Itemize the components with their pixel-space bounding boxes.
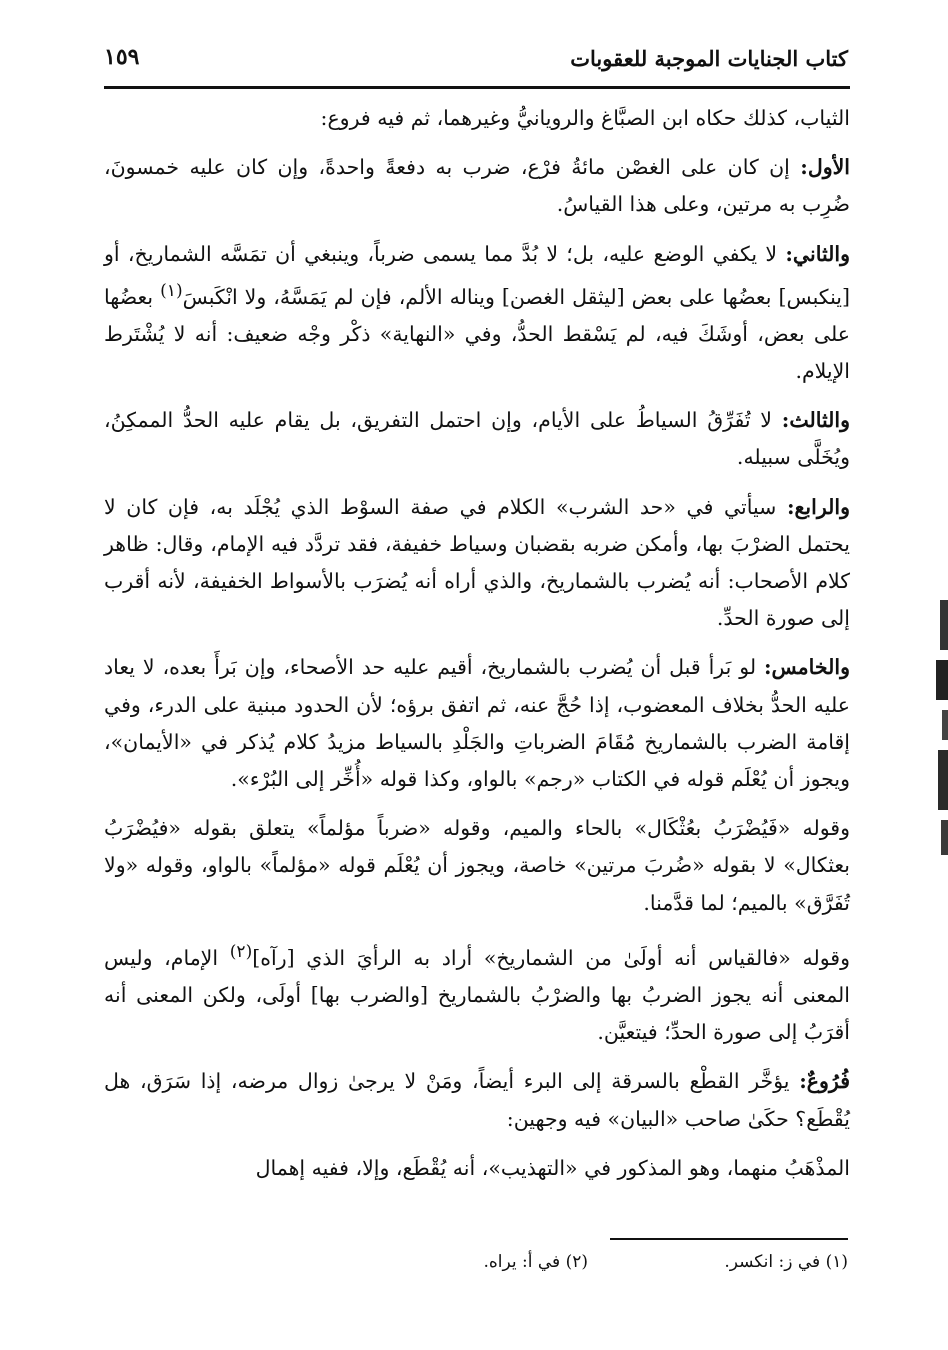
footnote-2: (٢) في أ: يراه. <box>483 1252 588 1272</box>
seventh-text: وقوله «فالقياس أنه أولَىٰ من الشماريخ» أراد به الرأيَ الذي [رآه] <box>252 945 850 970</box>
footnote-ref-1: (١) <box>160 280 183 301</box>
paragraph-branches <box>104 1063 850 1137</box>
sixth-text: وقوله «فَيُضْرَبُ بعُثْكَال» بالحاء والميم، وقوله «ضرباً مؤلماً» يتعلق بقوله «فيُضْرَبُ بعثكال» لا بقوله «ضُربَ مرتين» خاصة، ويجوز أن يُعْلَم قوله «مؤلماً» بالواو، وقوله «ولا تُفَرَّق» بالميم؛ لما قدَّمنا. <box>104 816 850 915</box>
header-rule <box>104 86 850 89</box>
second-text: لا يكفي الوضع عليه، بل؛ لا بُدَّ مما يسمى ضرباً، وينبغي أن تمَسَّه الشماريخ، أو [ينكبس] بعضُها على بعض [ليثقل الغصن] ويناله الألم، فإن لم يَمَسَّهُ، ولا انْكَبسَ <box>104 241 850 309</box>
fourth-text: سيأتي في «حد الشرب» الكلام في صفة السوْط الذي يُجْلَد به، فإن كان لا يحتمل الضرْبَ بها، وأمكن ضربه بقضبان وسياط خفيفة، فقد تردَّد فيه الإمام، وقال: ظاهر كلام الأصحاب: أنه يُضرب بالشماريخ، والذي أراه أنه يُضرَب بالأسواط الخفيفة، لأنه أقرب إلى صورة الحدِّ. <box>104 494 850 631</box>
footnote-1: (١) في ز: انكسر. <box>724 1252 848 1272</box>
paragraph-fourth <box>104 489 850 638</box>
seventh-text-cont: الإمام، وليس المعنى أنه يجوز الضربُ بها والضرْبُ بالشماريخ [والضرب بها] أولَى، ولكن المعنى أنه أقرَبُ إلى صورة الحدِّ؛ فيتعيَّن. <box>104 945 850 1045</box>
intro-text: الثياب، كذلك حكاه ابن الصبَّاغ والرويانيُّ وغيرهما، ثم فيه فروع: <box>320 106 850 130</box>
branches-text: يؤخَّر القطْع بالسرقة إلى البرء أيضاً، ومَنْ لا يرجىٰ زوال مرضه، إذا سَرَق، هل يُقْطَع؟ حكَىٰ صاحب «البيان» فيه وجهين: <box>104 1069 850 1131</box>
fifth-text: لو بَرأ قبل أن يُضرب بالشماريخ، أقيم عليه حد الأصحاء، وإن بَرأَ بعده، لا يعاد عليه الحدُّ بخلاف المعضوب، إذا حُجَّ عنه، ثم اتفق برؤه؛ لأن الحدود مبنية على الدرء، وفي إقامة الضرب بالشماريخ مُقَامَ الضرباتِ والجَلْدِ بالسياط مزيدُ كلام يُذكر في «الأيمان»، ويجوز أن يُعْلَم قوله في الكتاب «رجم» بالواو، وكذا قوله «أُخِّر إلى البُرْء». <box>104 655 850 792</box>
second-lead: والثاني: <box>785 241 850 266</box>
paragraph-third <box>104 402 850 476</box>
branches-lead: فُرُوعٌ: <box>799 1069 850 1094</box>
first-lead: الأول: <box>800 155 850 180</box>
footnote-rule <box>610 1238 848 1240</box>
paragraph-ninth <box>104 1150 850 1187</box>
third-text: لا تُفَرِّقُ السياطُ على الأيام، وإن احتمل التفريق، بل يقام عليه الحدُّ الممكِنُ، ويُخَلَّى سبيله. <box>104 408 850 470</box>
first-text: إن كان على الغصْن مائةُ فرْع، ضرب به دفعةً واحدةً، وإن كان عليه خمسونَ، ضُرِب به مرتين، وعلى هذا القياسُ. <box>104 155 850 217</box>
paragraph-first <box>104 149 850 223</box>
main-text <box>104 100 850 1199</box>
paragraph-intro <box>104 100 850 137</box>
header-title: كتاب الجنايات الموجبة للعقوبات <box>570 46 848 71</box>
second-text-cont: بعضُها على بعض، أوشَكَ فيه، لم يَسْقط الحدُّ، وفي «النهاية» ذكْر وجْه ضعيف: أنه لا يُشْتَرط الإيلام. <box>104 284 850 384</box>
footnotes <box>300 1252 848 1282</box>
paragraph-seventh <box>104 934 850 1051</box>
paragraph-sixth <box>104 810 850 922</box>
ninth-text: المذْهَبُ منهما، وهو المذكور في «التهذيب»، أنه يُقْطَع، وإلا، ففيه إهمال <box>255 1155 850 1180</box>
fourth-lead: والرابع: <box>786 494 850 519</box>
fifth-lead: والخامس: <box>763 655 850 680</box>
running-header <box>104 40 848 84</box>
paragraph-second <box>104 236 850 391</box>
page-number: ١٥٩ <box>104 44 140 70</box>
binding-edge-shadow <box>930 600 948 860</box>
paragraph-fifth <box>104 649 850 798</box>
footnote-ref-2: (٢) <box>229 941 253 962</box>
third-lead: والثالث: <box>781 408 850 433</box>
